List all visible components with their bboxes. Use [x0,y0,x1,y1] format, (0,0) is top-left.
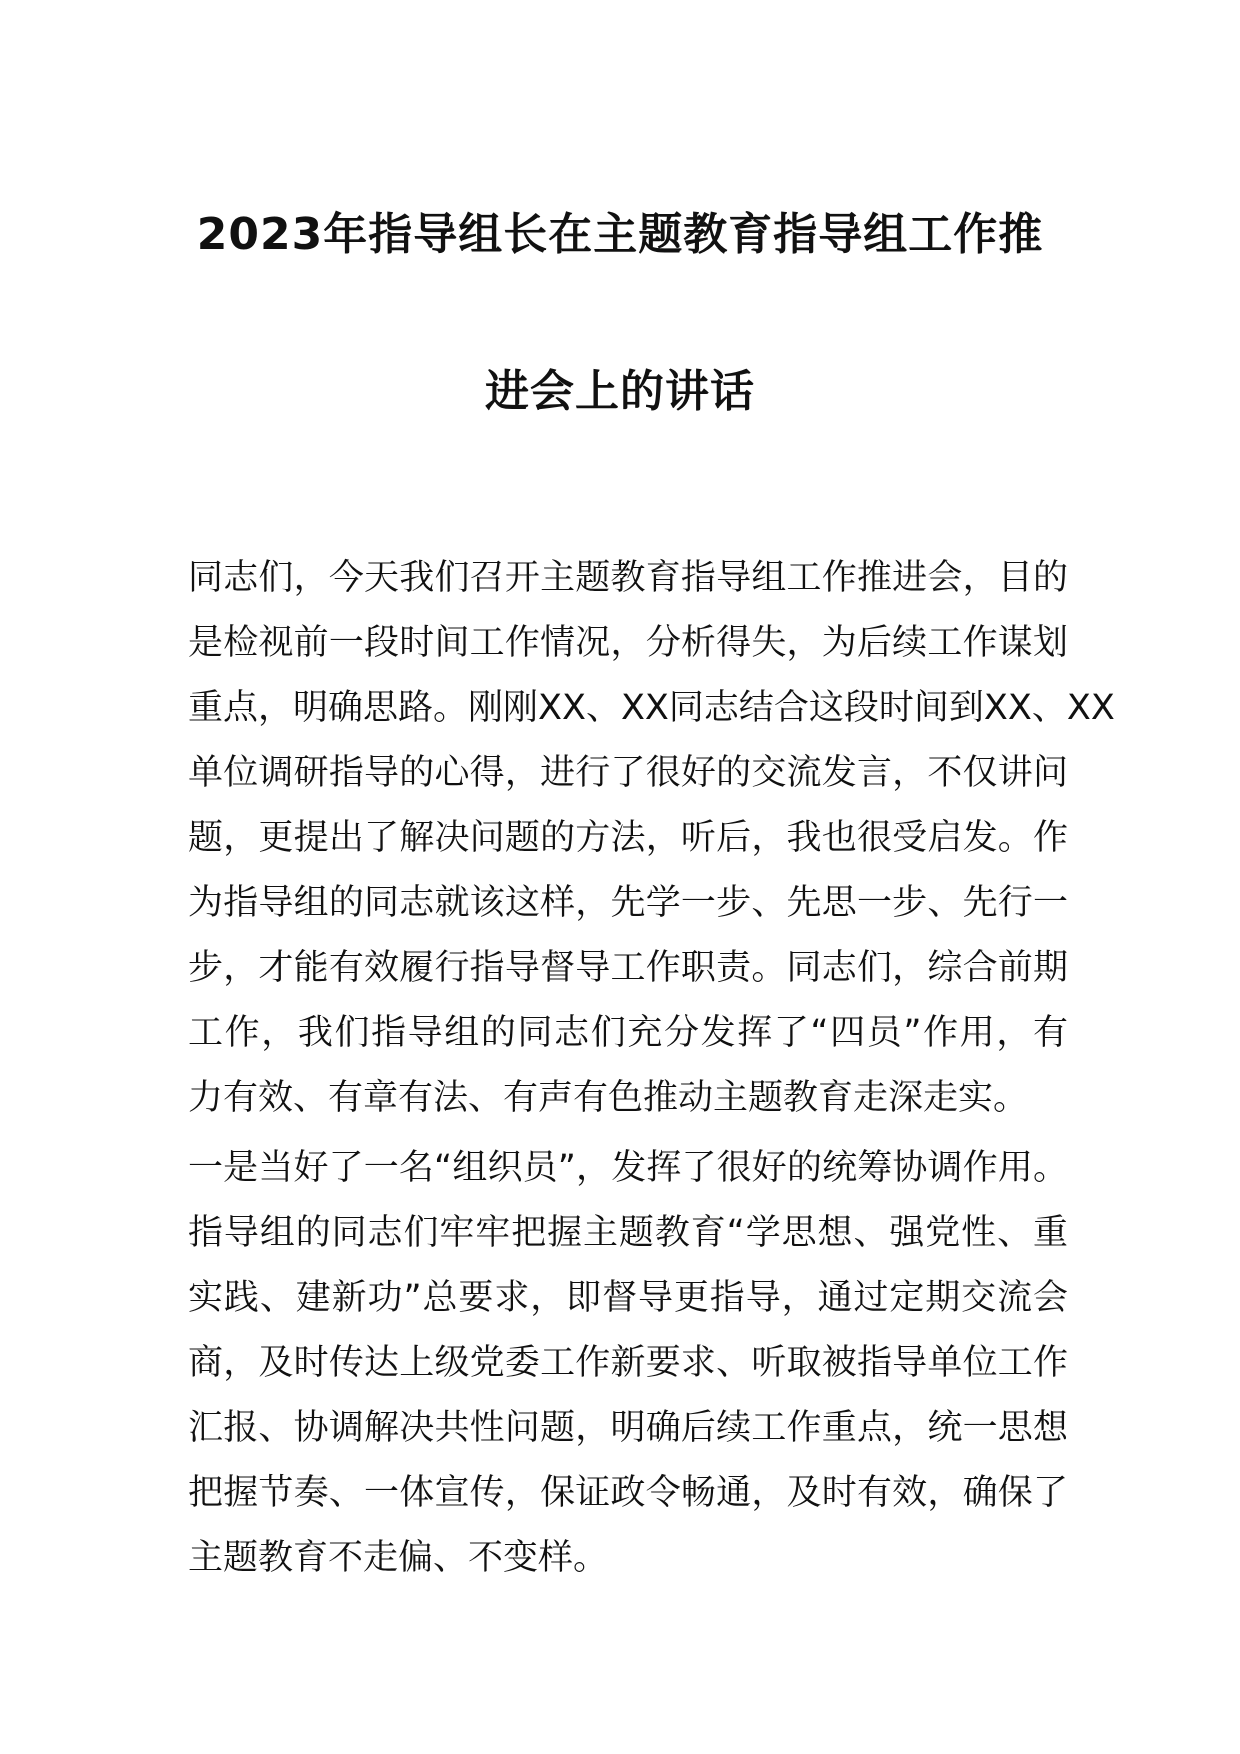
paragraph-line: 同志们，今天我们召开主题教育指导组工作推进会，目的 [188,558,1068,598]
paragraph-line: 汇报、协调解决共性问题，明确后续工作重点，统一思想 [188,1408,1068,1448]
paragraph-line: 是检视前一段时间工作情况，分析得失，为后续工作谋划 [188,623,1068,663]
paragraph-line: 一是当好了一名“组织员”，发挥了很好的统筹协调作用。 [188,1148,1068,1188]
paragraph-intro [188,546,1115,1131]
document-title-line-1: 2023年指导组长在主题教育指导组工作推 [196,209,1044,260]
paragraph-organizer [188,1136,1068,1591]
paragraph-line: 步，才能有效履行指导督导工作职责。同志们，综合前期 [188,948,1068,988]
paragraph-line: 力有效、有章有法、有声有色推动主题教育走深走实。 [188,1078,1029,1118]
paragraph-line: 指导组的同志们牢牢把握主题教育“学思想、强党性、重 [188,1213,1068,1253]
paragraph-line: 实践、建新功”总要求，即督导更指导，通过定期交流会 [188,1278,1068,1318]
paragraph-line: 工作，我们指导组的同志们充分发挥了“四员”作用，有 [188,1013,1068,1053]
paragraph-line: 题，更提出了解决问题的方法，听后，我也很受启发。作 [188,818,1068,858]
paragraph-line: 为指导组的同志就该这样，先学一步、先思一步、先行一 [188,883,1068,923]
document-title-line-2: 进会上的讲话 [485,366,755,417]
paragraph-line: 商，及时传达上级党委工作新要求、听取被指导单位工作 [188,1343,1068,1383]
paragraph-line: 主题教育不走偏、不变样。 [188,1538,609,1578]
paragraph-line: 单位调研指导的心得，进行了很好的交流发言，不仅讲问 [188,753,1068,793]
paragraph-line: 把握节奏、一体宣传，保证政令畅通，及时有效，确保了 [188,1473,1068,1513]
paragraph-line: 重点，明确思路。刚刚XX、XX同志结合这段时间到XX、XX [188,688,1115,728]
